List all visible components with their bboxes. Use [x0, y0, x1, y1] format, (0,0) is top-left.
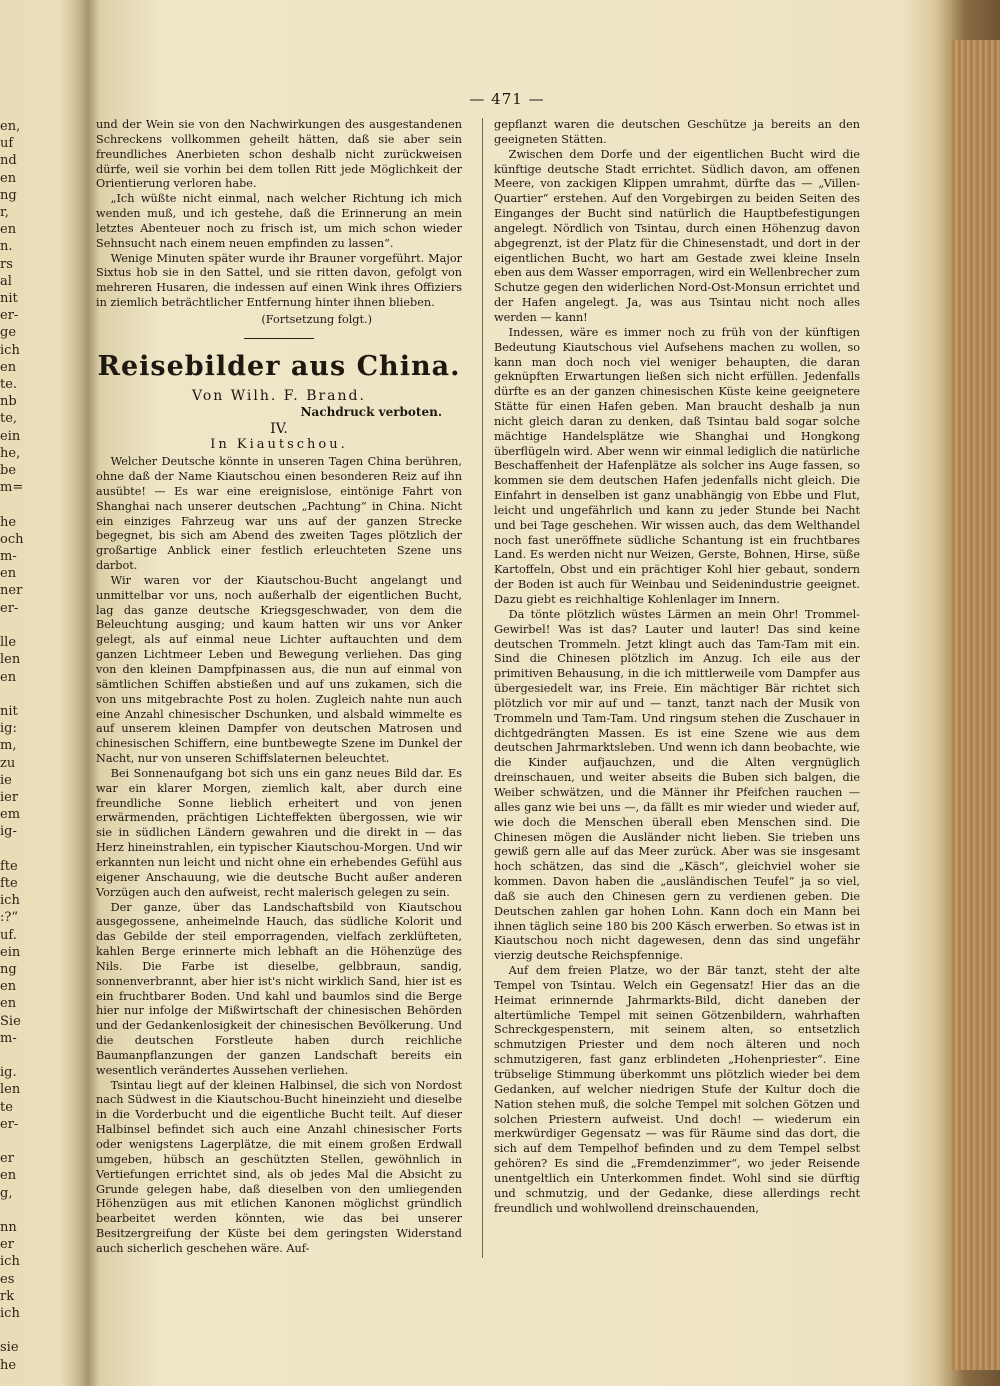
byline: Von Wilh. F. Brand.: [192, 387, 366, 404]
paragraph: und der Wein sie von den Nachwirkungen des ausgestandenen Schreckens vollkommen geheilt hätten, daß sie aber sein freundliches Anerbieten schon deshalb nicht zurückweisen dürfe, weil sie vorhin bei dem tollen Ritt jede Möglichkeit der Orientierung verloren habe.: [96, 118, 462, 191]
paragraph: Tsintau liegt auf der kleinen Halbinsel, die sich von Nordost nach Südwest in die Kiautschou-Bucht hineinzieht und dieselbe in die Vorderbucht und die eigentliche Bucht teilt. Auf dieser Halbinsel befindet sich auch eine Anzahl chinesischer Forts oder wenigstens Lagerplätze, die mit einem großen Erdwall umgeben, hübsch an geschützten Stellen, gewöhnlich in Vertiefungen errichtet sind, als ob jedes Mal die Absicht zu Grunde gelegen habe, daß dieselben von den umliegenden Höhenzügen aus mit etlichen Kanonen möglichst gründlich bearbeitet werden könnten, wie das bei unserer Besitzergreifung der Küste bei dem geringsten Widerstand auch sicherlich geschehen wäre. Auf-: [96, 1078, 462, 1255]
page-number: — 471 —: [469, 90, 545, 108]
paragraph: Indessen, wäre es immer noch zu früh von der künftigen Bedeutung Kiautschous viel Aufsehens machen zu wollen, so kann man doch noch viel weniger behaupten, die daran geknüpften Erwartungen ließen sich nicht erfüllen. Jedenfalls dürfte es an der ganzen chinesischen Küste keine geeignetere Stätte für einen Hafen geben. Man braucht deshalb ja nun nicht gleich daran zu denken, daß Tsintau bald sogar solche mächtige Handelsplätze wie Shanghai und Hongkong überflügeln wird. Aber wenn wir einmal lediglich die natürliche Beschaffenheit der Hafenplätze als solcher ins Auge fassen, so kommen sie dem deutschen Hafen jedenfalls nicht gleich. Die Einfahrt in denselben ist ganz unabhängig von Ebbe und Flut, leicht und ungefährlich und kann zu jeder Stunde bei Nacht und bei Tage geschehen. Wir wissen auch, das dem Welthandel noch fast uneröffnete südliche Schantung ist ein fruchtbares Land. Es werden nicht nur Weizen, Gerste, Bohnen, Hirse, süße Kartoffeln, Obst und ein prächtiger Kohl hier gebaut, sondern der Boden ist auch für Weinbau und Seidenindustrie geeignet. Dazu giebt es reichhaltige Kohlenlager im Innern.: [494, 325, 860, 606]
section-heading: In Kiautschou.: [210, 437, 348, 453]
paragraph: Wenige Minuten später wurde ihr Brauner vorgeführt. Major Sixtus hob sie in den Sattel, und sie ritten davon, gefolgt von mehreren Husaren, die indessen auf einen Wink ihres Offiziers in ziemlich beträchtlicher Entfernung hinter ihnen blieben.: [96, 251, 462, 310]
left-column: [96, 118, 462, 1257]
continuation-note: (Fortsetzung folgt.): [261, 312, 372, 326]
book-page-edges: [950, 40, 1000, 1370]
divider: [244, 338, 314, 339]
part-number: IV.: [270, 420, 288, 437]
paragraph: gepflanzt waren die deutschen Geschütze ja bereits an den geeigneten Stätten.: [494, 118, 860, 146]
reprint-notice: Nachdruck verboten.: [300, 404, 442, 419]
paragraph: Auf dem freien Platze, wo der Bär tanzt, steht der alte Tempel von Tsintau. Welch ein Gegensatz! Hier das an die Heimat erinnernde Jahrmarkts-Bild, dicht daneben der altertümliche Tempel mit seinen Götzenbildern, wahrhaften Schreckgespenstern, mit seinem alten, so entsetzlich schmutzigen Priester und dem noch älteren und noch schmutzigeren, fast ganz erblindeten „Hohenpriester“. Eine trübselige Stimmung überkommt uns plötzlich wieder bei dem Gedanken, auf welcher niedrigen Stufe der Kultur doch die Nation stehen muß, die solche Tempel mit solchen Götzen und solchen Priestern aufweist. Und doch! — wiederum ein merkwürdiger Gegensatz — was für Räume sind das dort, die sich auf dem Tempelhof befinden und zu dem Tempel selbst gehören? Es sind die „Fremdenzimmer“, wo jeder Reisende unentgeltlich ein Unterkommen findet. Wohl sind sie dürftig und schmutzig, und der Gedanke, diese allerdings recht freundlich und wohlwollend dreinschauenden,: [494, 964, 860, 1215]
right-column: [494, 118, 860, 1216]
article-title: Reisebilder aus China.: [97, 350, 461, 382]
paragraph: Welcher Deutsche könnte in unseren Tagen China berühren, ohne daß der Name Kiautschou einen besonderen Reiz auf ihn ausübte! — Es war eine ereignislose, eintönige Fahrt von Shanghai nach unserer deutschen „Pachtung“ in China. Nicht ein einziges Fahrzeug war uns auf der ganzen Strecke begegnet, bis sich am Abend des zweiten Tages plötzlich der großartige Anblick einer festlich erleuchteten Szene uns darbot.: [96, 455, 462, 573]
column-rule: [482, 118, 483, 1258]
paragraph: „Ich wüßte nicht einmal, nach welcher Richtung ich mich wenden muß, und ich gestehe, daß die Erinnerung an mein letztes Abenteuer noch zu frisch ist, um mich schon wieder Sehnsucht nach einem neuen empfinden zu lassen“.: [96, 192, 462, 250]
paragraph: Der ganze, über das Landschaftsbild von Kiautschou ausgegossene, anheimelnde Hauch, das südliche Kolorit und das Gebilde der steil emporragenden, vielfach zerklüfteten, kahlen Berge erinnerte mich lebhaft an die Höhenzüge des Nils. Die Farbe ist dieselbe, gelbbraun, sandig, sonnenverbrannt, aber hier ist's nicht wirklich Sand, hier ist es ein fruchtbarer Boden. Und kahl und baumlos sind die Berge hier nur infolge der Mißwirtschaft der chinesischen Behörden und der Gedankenlosigkeit der chinesischen Bevölkerung. Und die deutschen Forstleute haben durch reichliche Baumanpflanzungen der ganzen Landschaft bereits ein wesentlich verändertes Aussehen verliehen.: [96, 900, 462, 1077]
paragraph: Bei Sonnenaufgang bot sich uns ein ganz neues Bild dar. Es war ein klarer Morgen, ziemlich kalt, aber durch eine freundliche Sonne lieblich erheitert und von jenen erwärmenden, prächtigen Lichteffekten übergossen, wie wir sie in südlichen Ländern gewahren und die direkt in — das Herz hineinstrahlen, ein typischer Kiautschou-Morgen. Und wir erkannten nun leicht und nicht ohne ein erhebendes Gefühl aus eigener Anschauung, wie die deutsche Bucht außer anderen Vorzügen auch den aufweist, recht malerisch gelegen zu sein.: [96, 766, 462, 899]
paragraph: Da tönte plötzlich wüstes Lärmen an mein Ohr! Trommel-Gewirbel! Was ist das? Lauter und lauter! Das sind keine deutschen Trommeln. Jetzt klingt auch das Tam-Tam mit ein. Sind die Chinesen plötzlich im Anzug. Ich eile aus der primitiven Behausung, in die ich mittlerweile vom Dampfer aus übergesiedelt war, ins Freie. Ein mächtiger Bär richtet sich plötzlich vor mir auf und — tanzt, tanzt nach der Musik von Trommeln und Tam-Tam. Und ringsum stehen die Zuschauer in dichtgedrängten Massen. Es ist eine Szene wie aus dem deutschen Jahrmarktsleben. Und wenn ich dann beobachte, wie die Kinder aufjauchzen, und die Alten vergnüglich dreinschauen, und weiter abseits die Buben sich balgen, die Weiber schwätzen, und die Männer ihr Pfeifchen rauchen — alles ganz wie bei uns —, da fällt es mir wieder und wieder auf, wie doch die Menschen überall eben Menschen sind. Die Chinesen mögen die Ausländer nicht lieben. Sie trieben uns gewiß gern alle auf das Meer zurück. Aber was sie insgesamt hoch schätzen, das sind die „Käsch“, gleichviel woher sie kommen. Davon haben die „ausländischen Teufel“ ja so viel, daß sie auch den Chinesen gern zu verdienen geben. Die Deutschen zahlen gar hohen Lohn. Kann doch ein Mann bei ihnen täglich seine 180 bis 200 Käsch erwerben. So etwas ist in Kiautschou noch nicht dagewesen, denn das sind ungefähr vierzig deutsche Reichspfennige.: [494, 607, 860, 963]
paragraph: Wir waren vor der Kiautschou-Bucht angelangt und unmittelbar vor uns, noch außerhalb der eigentlichen Bucht, lag das ganze deutsche Kriegsgeschwader, von dem die Beleuchtung ausging; und kaum hatten wir uns vor Anker gelegt, als auf einmal neue Lichter auftauchten und dem ganzen Lichtmeer Leben und Bewegung verliehen. Das ging von den kleinen Dampfpinassen aus, die nun auf einmal von sämtlichen Schiffen abstießen und auf uns zukamen, sich die von uns mitgebrachte Post zu holen. Zugleich nahte nun auch eine Anzahl chinesischer Dschunken, und alsbald wimmelte es auf unserem kleinen Dampfer von deutschen Matrosen und chinesischen Schiffern, eine buntbewegte Szene im Dunkel der Nacht, nur von unseren Schiffslaternen beleuchtet.: [96, 573, 462, 766]
paragraph: Zwischen dem Dorfe und der eigentlichen Bucht wird die künftige deutsche Stadt errichtet. Südlich davon, am offenen Meere, von zackigen Klippen umrahmt, dürfte das — „Villen-Quartier“ erstehen. Auf den Vorgebirgen zu beiden Seiten des Einganges der Bucht sind natürlich die Hauptbefestigungen angelegt. Nördlich von Tsintau, durch einen Höhenzug davon abgegrenzt, ist der Platz für die Chinesenstadt, und dort in der eigentlichen Bucht, wo hart am Gestade zwei kleine Inseln eben aus dem Wasser emporragen, wird ein Wellenbrecher zum Schutze gegen den widerlichen Nord-Ost-Monsun errichtet und der Hafen angelegt. Ja, was aus Tsintau nicht noch alles werden — kann!: [494, 147, 860, 324]
previous-page-edge-text: en, uf nd en ng r, en n. rs al nit er- ge ich en te. nb te, ein he, be m= he och m- en ner er- lle len en nit ig: m, zu ie ier em ig- fte fte ich :?“ uf. ein ng en en Sie m- ig. len te er- er en g, nn er ich es rk ich sie he: [0, 119, 24, 1373]
